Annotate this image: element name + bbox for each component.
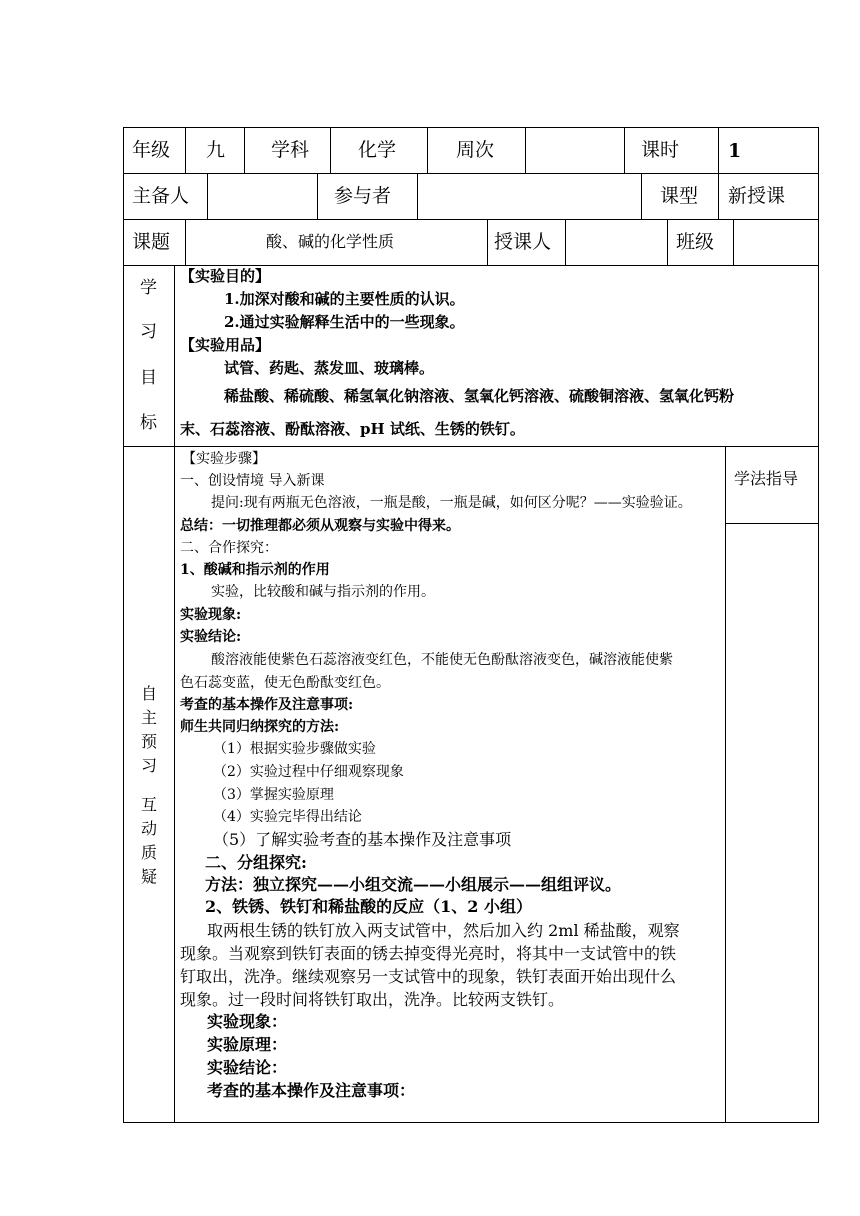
section-heading: 二、合作探究： [180,540,278,556]
purpose-item: 2.通过实验解释生活中的一些现象。 [224,313,465,331]
group-heading: 二、分组探究: [205,853,307,872]
cell-divider [525,127,526,173]
cell-divider [487,219,488,265]
paragraph-line: 现象。当观察到铁钉表面的锈去掉变得光亮时，将其中一支试管中的铁 [180,944,677,963]
operations-label: 考查的基本操作及注意事项: [180,697,354,713]
methods-label: 师生共同归纳探究的方法: [180,719,340,735]
row-divider [123,173,819,174]
class-label: 班级 [676,231,715,253]
section-heading: 一、创设情境 导入新课 [180,473,325,489]
subsection-heading: 1、酸碱和指示剂的作用 [180,562,330,578]
body-line: 色石蕊变蓝，使无色酚酞变红色。 [180,675,390,691]
objectives-label-char: 目 [140,368,157,388]
row-divider [123,219,819,220]
supplies-item: 稀盐酸、稀硫酸、稀氢氧化钠溶液、氢氧化钙溶液、硫酸铜溶液、氢氧化钙粉 [224,387,735,405]
subject-label: 学科 [271,139,310,161]
cell-divider [317,173,318,219]
main-label-char: 质 [141,843,158,862]
study-guide-title: 学法指导 [734,469,799,488]
main-label-char: 自 [141,684,158,703]
body-line: 提问:现有两瓶无色溶液，一瓶是酸，一瓶是碱，如何区分呢？——实验验证。 [211,495,692,511]
cell-divider [417,173,418,219]
body-line: 实验，比较酸和碱与指示剂的作用。 [211,584,435,600]
body-line: 酸溶液能使紫色石蕊溶液变红色，不能使无色酚酞溶液变色，碱溶液能使紫 [211,652,673,668]
method-item: （2）实验过程中仔细观察现象 [213,764,404,780]
preparer-label: 主备人 [132,185,190,207]
subsection-heading: 2、铁锈、铁钉和稀盐酸的反应（1、2 小组） [205,897,532,916]
topic-label: 课题 [132,231,171,253]
cell-divider [330,127,331,173]
main-label-char: 主 [141,708,158,727]
teacher-label: 授课人 [494,231,552,253]
paragraph-line: 现象。过一段时间将铁钉取出，洗净。比较两支铁钉。 [180,990,565,1009]
side-divider [725,523,819,524]
objectives-label-char: 习 [140,322,157,342]
paragraph-line: 取两根生锈的铁钉放入两支试管中，然后加入约 2ml 稀盐酸，观察 [207,921,680,940]
row-divider [123,265,819,266]
week-label: 周次 [456,139,495,161]
method-item: （1）根据实验步骤做实验 [213,741,376,757]
cell-divider [207,173,208,219]
row-divider [123,446,819,447]
paragraph-line: 钉取出，洗净。继续观察另一支试管中的现象，铁钉表面开始出现什么 [180,967,677,986]
main-label-char: 互 [141,795,158,814]
lesson-type-label: 课型 [660,185,699,207]
method-item: （4）实验完毕得出结论 [213,809,362,825]
supplies-title: 【实验用品】 [180,336,271,354]
result-label: 考查的基本操作及注意事项： [207,1081,416,1100]
steps-title: 【实验步骤】 [182,451,266,467]
result-label: 实验结论： [207,1058,288,1077]
grade-value: 九 [206,139,226,161]
supplies-item: 末、石蕊溶液、酚酞溶液、pH 试纸、生锈的铁钉。 [180,420,525,438]
cell-divider [718,127,719,173]
phenomenon-label: 实验现象: [180,607,242,623]
subject-value: 化学 [358,139,397,161]
method-item: （3）掌握实验原理 [213,787,334,803]
supplies-item: 试管、药匙、蒸发皿、玻璃棒。 [224,359,435,377]
cell-divider [244,127,245,173]
summary-line: 总结：一切推理都必须从观察与实验中得来。 [180,518,460,534]
method-line: 方法：独立探究——小组交流——小组展示——组组评议。 [205,875,622,894]
cell-divider [725,446,726,1123]
main-label-char: 动 [141,819,158,838]
cell-divider [185,219,186,265]
topic-value: 酸、碱的化学性质 [266,232,395,251]
purpose-item: 1.加深对酸和碱的主要性质的认识。 [224,290,465,308]
main-label-char: 习 [141,756,158,775]
conclusion-label: 实验结论: [180,629,242,645]
result-label: 实验现象： [207,1012,288,1031]
period-label: 课时 [641,139,680,161]
cell-divider [718,173,719,219]
main-label-char: 疑 [141,867,158,886]
purpose-title: 【实验目的】 [180,267,271,285]
grade-label: 年级 [132,139,171,161]
result-label: 实验原理： [207,1035,288,1054]
cell-divider [641,173,642,219]
cell-divider [624,127,625,173]
period-value: 1 [728,140,742,162]
main-label-char: 预 [141,732,158,751]
cell-divider [174,265,175,1123]
lesson-type-value: 新授课 [728,185,786,207]
objectives-label-char: 标 [140,413,157,433]
cell-divider [667,219,668,265]
cell-divider [565,219,566,265]
participants-label: 参与者 [334,185,392,207]
objectives-label-char: 学 [140,278,157,298]
cell-divider [427,127,428,173]
cell-divider [185,127,186,173]
method-item: （5）了解实验考查的基本操作及注意事项 [213,830,512,849]
cell-divider [733,219,734,265]
